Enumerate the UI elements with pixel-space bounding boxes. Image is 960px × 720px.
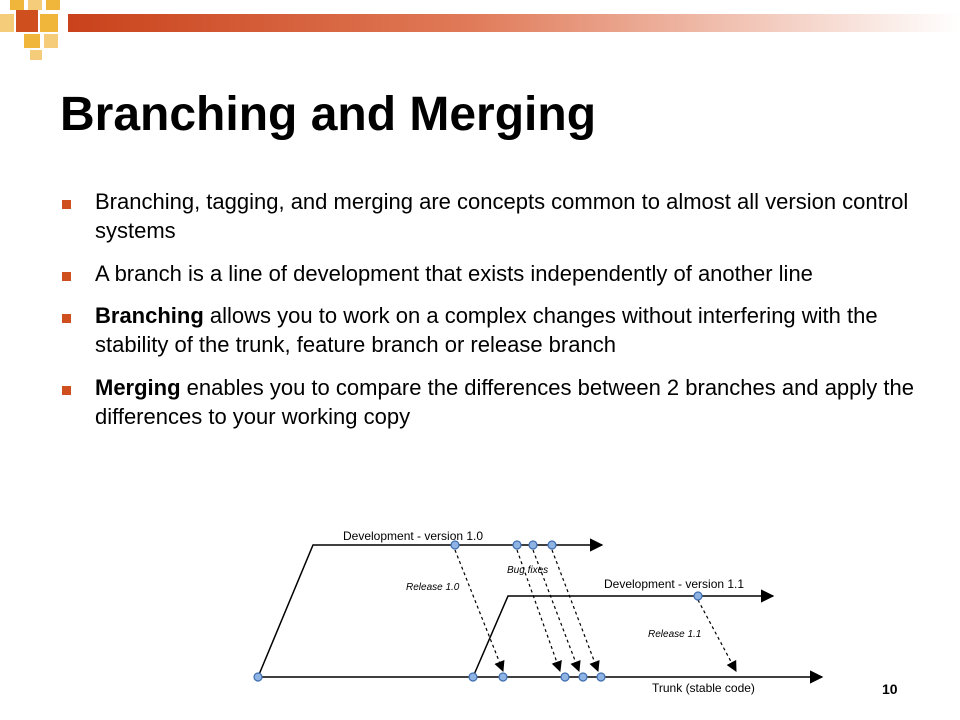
deco-square xyxy=(40,14,58,32)
commit-node xyxy=(469,673,477,681)
label-trunk: Trunk (stable code) xyxy=(652,681,755,695)
merge-arrow-bug-fix-3 xyxy=(552,550,598,671)
deco-square xyxy=(0,14,14,32)
commit-node xyxy=(561,673,569,681)
square-bullet-icon xyxy=(62,200,71,209)
commit-node xyxy=(597,673,605,681)
bullet-bold-term: Merging xyxy=(95,375,181,401)
bullet-list xyxy=(62,188,922,446)
label-release-1-0: Release 1.0 xyxy=(406,582,460,593)
bullet-text xyxy=(95,303,878,357)
page-number: 10 xyxy=(882,681,898,697)
commit-node xyxy=(254,673,262,681)
deco-square xyxy=(24,34,40,48)
bullet-body: enables you to compare the differences between 2 branches and apply the differences to your working copy xyxy=(95,375,914,429)
square-bullet-icon xyxy=(62,272,71,281)
header-gradient-bar xyxy=(68,14,960,32)
merge-arrow-release-1-1 xyxy=(698,600,736,671)
branch-line-dev-1-0 xyxy=(258,545,602,677)
deco-square xyxy=(10,0,24,10)
bullet-item xyxy=(62,374,922,432)
label-development-1-1: Development - version 1.1 xyxy=(604,577,745,591)
bullet-body: allows you to work on a complex changes without interfering with the stability of the trunk, feature branch or release branch xyxy=(95,303,878,358)
bullet-text xyxy=(95,189,908,243)
deco-square xyxy=(16,10,38,32)
deco-square xyxy=(28,0,42,10)
merge-arrow-release-1-0 xyxy=(455,550,503,671)
label-release-1-1: Release 1.1 xyxy=(648,629,702,640)
commit-node xyxy=(579,673,587,681)
bullet-item xyxy=(62,302,922,360)
commit-node xyxy=(499,673,507,681)
slide-title: Branching and Merging xyxy=(60,88,597,141)
deco-square xyxy=(44,34,58,48)
square-bullet-icon xyxy=(62,314,71,323)
bullet-text xyxy=(95,261,813,286)
commit-node xyxy=(694,592,702,600)
bullet-body: Branching, tagging, and merging are concepts common to almost all version control systems xyxy=(95,189,909,243)
bullet-item xyxy=(62,260,922,289)
label-development-1-0: Development - version 1.0 xyxy=(343,529,484,543)
bullet-item xyxy=(62,188,922,246)
decorative-header-strip xyxy=(0,0,960,60)
bullet-body: A branch is a line of development that exists independently of another line xyxy=(95,260,813,286)
deco-square xyxy=(30,50,42,60)
label-bug-fixes: Bug fixes xyxy=(507,565,549,576)
square-bullet-icon xyxy=(62,386,71,395)
deco-square xyxy=(46,0,60,10)
commit-node xyxy=(529,541,537,549)
branch-line-dev-1-1 xyxy=(473,596,773,677)
commit-node xyxy=(548,541,556,549)
bullet-text xyxy=(95,375,914,429)
bullet-bold-term: Branching xyxy=(95,303,204,329)
branching-diagram xyxy=(240,520,840,720)
commit-node xyxy=(513,541,521,549)
